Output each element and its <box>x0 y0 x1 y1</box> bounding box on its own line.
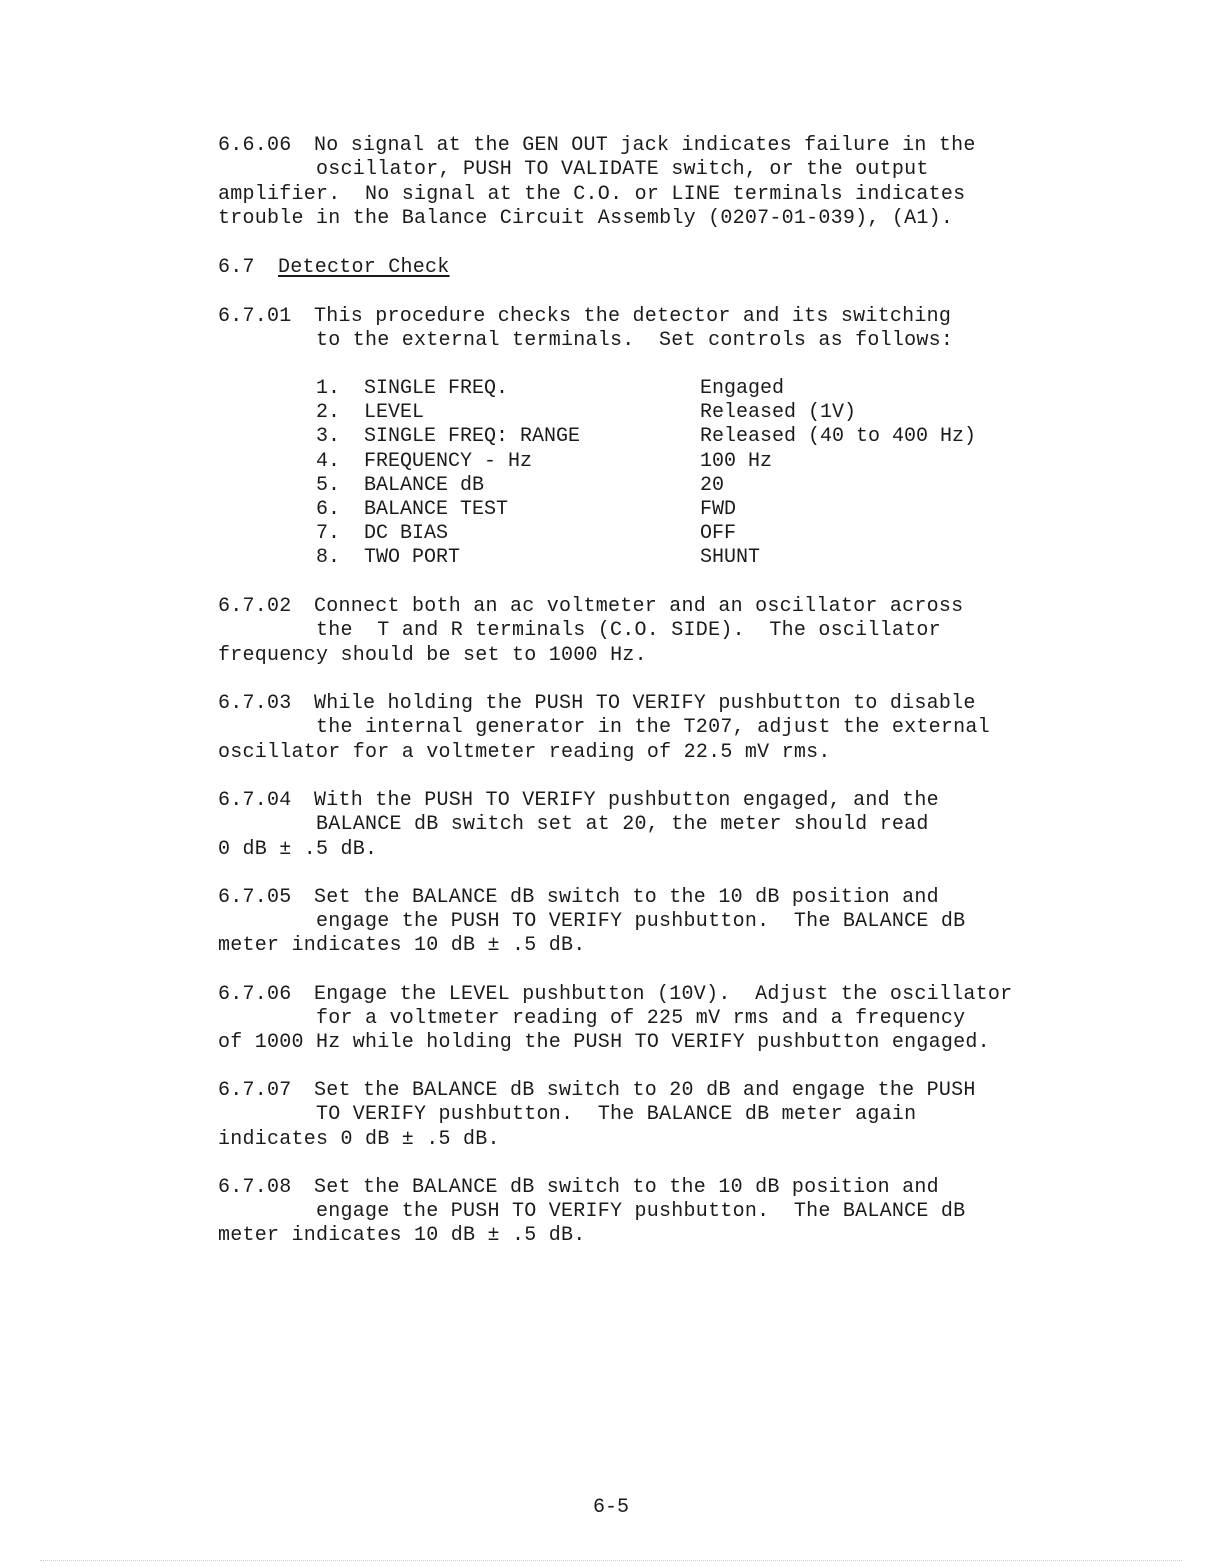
paragraph-6-7-06-line-1 <box>218 983 1012 1007</box>
paragraph-text: Engage the LEVEL pushbutton (10V). Adjust the oscillator <box>314 983 1013 1006</box>
control-name: LEVEL <box>364 401 425 424</box>
item-number: 2. <box>316 401 341 424</box>
section-number: 6.7.03 <box>218 692 292 715</box>
paragraph-text: Set the BALANCE dB switch to the 10 dB position and <box>314 886 939 909</box>
paragraph-6-6-06-line-3: amplifier. No signal at the C.O. or LINE terminals indicates <box>218 183 966 206</box>
paragraph-6-7-04-line-1 <box>218 789 939 813</box>
item-number: 7. <box>316 522 341 545</box>
item-number: 4. <box>316 450 341 473</box>
section-number: 6.7.04 <box>218 789 292 812</box>
control-name: TWO PORT <box>364 546 461 569</box>
paragraph-6-7-06-line-2: for a voltmeter reading of 225 mV rms and a frequency <box>316 1007 966 1030</box>
item-number: 3. <box>316 425 341 448</box>
control-item <box>316 546 460 570</box>
control-setting: OFF <box>700 522 737 545</box>
control-item <box>316 377 508 401</box>
section-number: 6.7.06 <box>218 983 292 1006</box>
item-number: 8. <box>316 546 341 569</box>
paragraph-text: This procedure checks the detector and its switching <box>314 305 952 328</box>
control-item <box>316 498 508 522</box>
paragraph-6-7-07-line-1 <box>218 1079 976 1103</box>
control-setting: FWD <box>700 498 737 521</box>
paragraph-6-7-01-line-2: to the external terminals. Set controls as follows: <box>316 329 954 352</box>
section-title: Detector Check <box>278 256 450 279</box>
paragraph-text: While holding the PUSH TO VERIFY pushbutton to disable <box>314 692 976 715</box>
paragraph-6-7-04-line-2: BALANCE dB switch set at 20, the meter should read <box>316 813 929 836</box>
paragraph-6-7-02-line-3: frequency should be set to 1000 Hz. <box>218 644 647 667</box>
paragraph-6-6-06-line-2: oscillator, PUSH TO VALIDATE switch, or the output <box>316 158 929 181</box>
paragraph-6-7-05-line-2: engage the PUSH TO VERIFY pushbutton. The BALANCE dB <box>316 910 966 933</box>
item-number: 5. <box>316 474 341 497</box>
section-heading-6-7 <box>218 256 450 280</box>
control-setting: Engaged <box>700 377 785 400</box>
paragraph-text: Connect both an ac voltmeter and an oscillator across <box>314 595 964 618</box>
paragraph-6-7-08-line-2: engage the PUSH TO VERIFY pushbutton. The BALANCE dB <box>316 1200 966 1223</box>
paragraph-6-7-02-line-1 <box>218 595 963 619</box>
section-number: 6.7.02 <box>218 595 292 618</box>
paragraph-6-7-03-line-3: oscillator for a voltmeter reading of 22.5 mV rms. <box>218 741 831 764</box>
paragraph-text: Set the BALANCE dB switch to the 10 dB position and <box>314 1176 939 1199</box>
paragraph-text: No signal at the GEN OUT jack indicates failure in the <box>314 134 976 157</box>
paragraph-6-7-02-line-2: the T and R terminals (C.O. SIDE). The oscillator <box>316 619 941 642</box>
control-setting: 100 Hz <box>700 450 773 473</box>
paragraph-6-7-05-line-1 <box>218 886 939 910</box>
paragraph-6-6-06-line-1 <box>218 134 976 158</box>
paragraph-6-7-01-line-1 <box>218 305 951 329</box>
control-name: FREQUENCY - Hz <box>364 450 533 473</box>
paragraph-6-7-03-line-2: the internal generator in the T207, adjust the external <box>316 716 990 739</box>
paragraph-6-6-06-line-4: trouble in the Balance Circuit Assembly (0207-01-039), (A1). <box>218 207 954 230</box>
control-item <box>316 522 448 546</box>
control-name: BALANCE dB <box>364 474 485 497</box>
control-name: SINGLE FREQ. <box>364 377 509 400</box>
control-item <box>316 425 580 449</box>
paragraph-6-7-07-line-2: TO VERIFY pushbutton. The BALANCE dB meter again <box>316 1103 917 1126</box>
control-name: BALANCE TEST <box>364 498 509 521</box>
paragraph-text: With the PUSH TO VERIFY pushbutton engaged, and the <box>314 789 939 812</box>
section-number: 6.7.05 <box>218 886 292 909</box>
control-name: SINGLE FREQ: RANGE <box>364 425 581 448</box>
paragraph-6-7-08-line-3: meter indicates 10 dB ± .5 dB. <box>218 1224 586 1247</box>
control-setting: 20 <box>700 474 725 497</box>
paragraph-6-7-08-line-1 <box>218 1176 939 1200</box>
section-number: 6.7 <box>218 256 255 279</box>
control-setting: Released (40 to 400 Hz) <box>700 425 977 448</box>
control-item <box>316 474 484 498</box>
paragraph-6-7-05-line-3: meter indicates 10 dB ± .5 dB. <box>218 934 586 957</box>
control-item <box>316 450 532 474</box>
control-setting: Released (1V) <box>700 401 857 424</box>
paragraph-6-7-06-line-3: of 1000 Hz while holding the PUSH TO VERIFY pushbutton engaged. <box>218 1031 990 1054</box>
scan-edge-divider <box>40 1560 1182 1561</box>
paragraph-6-7-04-line-3: 0 dB ± .5 dB. <box>218 838 378 861</box>
paragraph-text: Set the BALANCE dB switch to 20 dB and engage the PUSH <box>314 1079 976 1102</box>
section-number: 6.7.01 <box>218 305 292 328</box>
section-number: 6.6.06 <box>218 134 292 157</box>
paragraph-6-7-03-line-1 <box>218 692 976 716</box>
control-item <box>316 401 424 425</box>
section-number: 6.7.08 <box>218 1176 292 1199</box>
page-number: 6-5 <box>592 1496 629 1519</box>
item-number: 6. <box>316 498 341 521</box>
paragraph-6-7-07-line-3: indicates 0 dB ± .5 dB. <box>218 1128 500 1151</box>
section-number: 6.7.07 <box>218 1079 292 1102</box>
item-number: 1. <box>316 377 341 400</box>
control-name: DC BIAS <box>364 522 449 545</box>
control-setting: SHUNT <box>700 546 761 569</box>
